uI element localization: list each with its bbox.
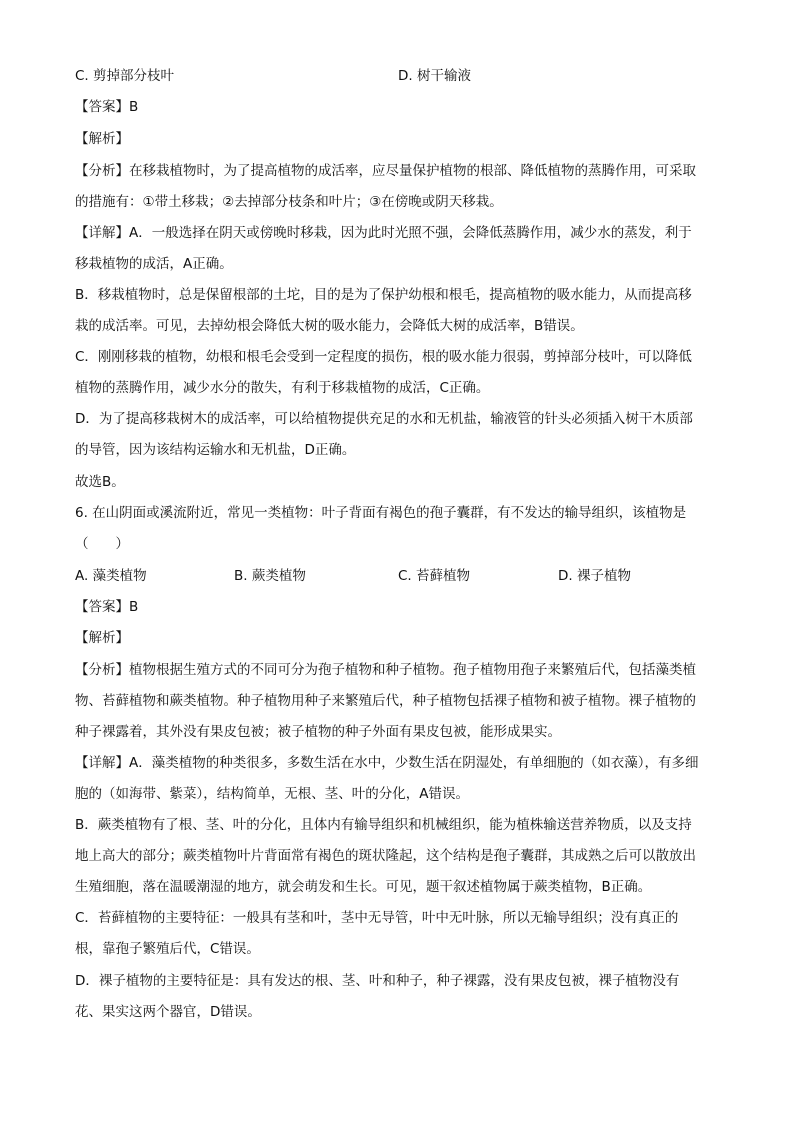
q6-xiangjie-line: C．苔藓植物的主要特征：一般具有茎和叶，茎中无导管，叶中无叶脉，所以无输导组织；没有真正的 [75, 910, 679, 926]
q5-option-d: D. 树干输液 [398, 68, 471, 84]
q6-option-b: B. 蕨类植物 [234, 568, 306, 584]
q5-xiangjie-line: 【详解】A．一般选择在阴天或傍晚时移栽，因为此时光照不强，会降低蒸腾作用，减少水的蒸发，利于 [75, 225, 692, 241]
q6-xiangjie-line: 生殖细胞，落在温暖潮湿的地方，就会萌发和生长。可见，题干叙述植物属于蕨类植物，B正确。 [75, 879, 652, 895]
q6-xiangjie-line: 花、果实这两个器官，D错误。 [75, 1004, 261, 1020]
q6-stem-line: 6. 在山阴面或溪流附近，常见一类植物：叶子背面有褐色的孢子囊群，有不发达的输导组织，该植物是 [75, 505, 687, 521]
q6-stem-line: （ ） [75, 536, 129, 552]
q6-option-d: D. 裸子植物 [558, 568, 631, 584]
q5-answer: 【答案】B [75, 99, 139, 115]
q5-xiangjie-line: 栽的成活率。可见，去掉幼根会降低大树的吸水能力，会降低大树的成活率，B错误。 [75, 318, 584, 334]
q6-xiangjie-line: 根，靠孢子繁殖后代，C错误。 [75, 941, 260, 957]
q5-conclusion: 故选B。 [75, 474, 125, 490]
q6-fenxi-line: 种子裸露着，其外没有果皮包被；被子植物的种子外面有果皮包被，能形成果实。 [75, 724, 561, 740]
q6-xiangjie-line: B．蕨类植物有了根、茎、叶的分化，且体内有输导组织和机械组织，能为植株输送营养物质，以及支持 [75, 817, 692, 833]
q5-fenxi-line: 【分析】在移栽植物时，为了提高植物的成活率，应尽量保护植物的根部、降低植物的蒸腾作用，可采取 [75, 163, 696, 179]
q6-fenxi-line: 物、苔藓植物和蕨类植物。种子植物用种子来繁殖后代，种子植物包括裸子植物和被子植物。裸子植物的 [75, 693, 696, 709]
q6-option-c: C. 苔藓植物 [398, 568, 471, 584]
q5-xiangjie-line: D．为了提高移栽树木的成活率，可以给植物提供充足的水和无机盐，输液管的针头必须插入树干木质部 [75, 411, 693, 427]
q6-answer: 【答案】B [75, 599, 139, 615]
q5-xiangjie-line: 移栽植物的成活，A正确。 [75, 256, 233, 272]
q5-xiangjie-line: C．刚刚移栽的植物，幼根和根毛会受到一定程度的损伤，根的吸水能力很弱，剪掉部分枝叶，可以降低 [75, 349, 692, 365]
q5-xiangjie-line: B．移栽植物时，总是保留根部的土坨，目的是为了保护幼根和根毛，提高植物的吸水能力，从而提高移 [75, 287, 692, 303]
q6-analysis-heading: 【解析】 [75, 630, 129, 646]
q5-fenxi-line: 的措施有：①带土移栽；②去掉部分枝条和叶片；③在傍晚或阴天移栽。 [75, 194, 503, 210]
q6-fenxi-line: 【分析】植物根据生殖方式的不同可分为孢子植物和种子植物。孢子植物用孢子来繁殖后代，包括藻类植 [75, 662, 696, 678]
q6-xiangjie-line: 地上高大的部分；蕨类植物叶片背面常有褐色的斑状隆起，这个结构是孢子囊群，其成熟之后可以散放出 [75, 848, 696, 864]
q5-option-c: C. 剪掉部分枝叶 [75, 68, 175, 84]
q5-xiangjie-line: 的导管，因为该结构运输水和无机盐，D正确。 [75, 442, 356, 458]
q5-xiangjie-line: 植物的蒸腾作用，减少水分的散失，有利于移栽植物的成活，C正确。 [75, 380, 490, 396]
q6-xiangjie-line: D．裸子植物的主要特征是：具有发达的根、茎、叶和种子，种子裸露，没有果皮包被，裸子植物没有 [75, 973, 680, 989]
q6-option-a: A. 藻类植物 [75, 568, 147, 584]
q6-xiangjie-line: 【详解】A．藻类植物的种类很多，多数生活在水中，少数生活在阴湿处，有单细胞的（如衣藻），有多细 [75, 755, 699, 771]
q5-analysis-heading: 【解析】 [75, 131, 129, 147]
q6-xiangjie-line: 胞的（如海带、紫菜），结构简单，无根、茎、叶的分化，A错误。 [75, 786, 469, 802]
